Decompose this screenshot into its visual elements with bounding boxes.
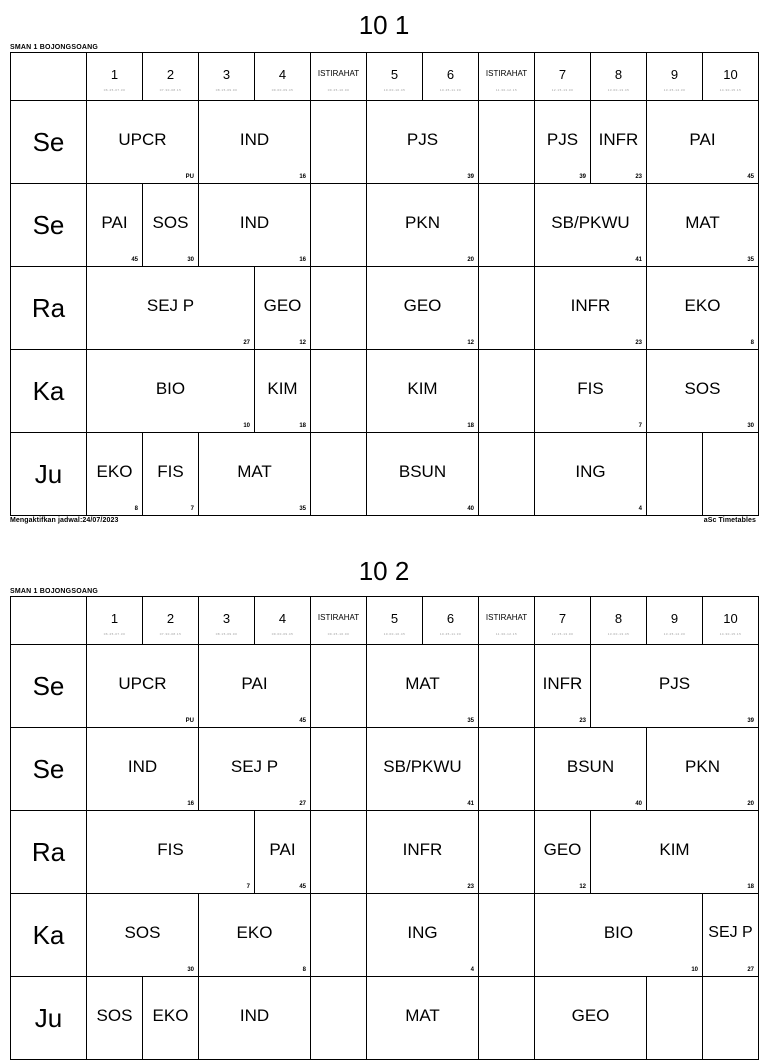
period-header xyxy=(590,596,647,645)
period-time: 06.45-07.30 xyxy=(103,632,126,636)
lesson-room: 45 xyxy=(299,718,306,724)
lesson-cell xyxy=(86,432,143,516)
lesson-room: 18 xyxy=(299,423,306,429)
period-header xyxy=(422,52,479,101)
period-time: 11.30-12.15 xyxy=(495,632,518,636)
period-time: 09.00-09.45 xyxy=(271,632,294,636)
lesson-subject: ING xyxy=(575,461,606,481)
lesson-subject: EKO xyxy=(152,1005,189,1025)
lesson-subject: IND xyxy=(239,212,270,232)
lesson-subject: BSUN xyxy=(398,461,447,481)
lesson-cell xyxy=(254,810,311,894)
lesson-room: 12 xyxy=(467,340,474,346)
day-label: Ka xyxy=(32,376,65,406)
lesson-cell xyxy=(646,266,759,350)
break-cell xyxy=(310,976,367,1060)
lesson-subject: GEO xyxy=(543,839,582,859)
lesson-room: 16 xyxy=(299,174,306,180)
period-header xyxy=(86,596,143,645)
period-header xyxy=(142,52,199,101)
period-header xyxy=(198,52,255,101)
lesson-cell xyxy=(86,349,255,433)
lesson-room: 30 xyxy=(747,423,754,429)
lesson-room: 8 xyxy=(302,967,306,973)
period-header xyxy=(646,52,703,101)
period-time: 07.30-08.15 xyxy=(159,632,182,636)
period-header xyxy=(86,52,143,101)
period-header xyxy=(702,596,759,645)
break-cell xyxy=(310,100,367,184)
lesson-cell xyxy=(534,893,703,977)
period-number: 4 xyxy=(278,67,287,82)
lesson-room: 40 xyxy=(635,801,642,807)
break-cell xyxy=(478,266,535,350)
break-cell xyxy=(478,432,535,516)
lesson-room: 23 xyxy=(579,718,586,724)
lesson-subject: EKO xyxy=(96,461,133,481)
lesson-subject: MAT xyxy=(237,461,272,481)
lesson-room: 39 xyxy=(467,174,474,180)
period-header xyxy=(254,52,311,101)
lesson-subject: PJS xyxy=(658,673,691,693)
empty-cell xyxy=(646,432,703,516)
lesson-room: 20 xyxy=(467,257,474,263)
lesson-cell xyxy=(366,100,479,184)
lesson-cell xyxy=(366,432,479,516)
lesson-subject: FIS xyxy=(157,839,184,859)
lesson-subject: PAI xyxy=(269,839,296,859)
lesson-subject: IND xyxy=(239,1005,270,1025)
break-cell xyxy=(478,349,535,433)
day-label: Ra xyxy=(31,293,66,323)
day-cell xyxy=(10,100,87,184)
lesson-subject: MAT xyxy=(685,212,720,232)
period-time: 13.00-13.45 xyxy=(607,88,630,92)
period-number: 6 xyxy=(446,611,455,626)
lesson-cell xyxy=(366,349,479,433)
footer-brand: aSc Timetables xyxy=(703,517,756,524)
lesson-cell xyxy=(366,266,479,350)
break-cell xyxy=(310,183,367,267)
lesson-cell xyxy=(198,100,311,184)
lesson-room: 23 xyxy=(635,174,642,180)
break-cell xyxy=(478,893,535,977)
period-header xyxy=(366,596,423,645)
day-cell xyxy=(10,183,87,267)
lesson-subject: SB/PKWU xyxy=(383,756,462,776)
lesson-room: 30 xyxy=(187,967,194,973)
lesson-room: 20 xyxy=(747,801,754,807)
lesson-cell xyxy=(86,644,199,728)
period-time: 13.45-14.30 xyxy=(663,88,686,92)
lesson-cell xyxy=(142,432,199,516)
lesson-cell xyxy=(366,810,479,894)
day-cell xyxy=(10,976,87,1060)
lesson-room: 45 xyxy=(299,884,306,890)
day-cell xyxy=(10,432,87,516)
lesson-cell xyxy=(534,644,591,728)
day-cell xyxy=(10,644,87,728)
lesson-subject: PAI xyxy=(101,212,128,232)
break-header xyxy=(478,596,535,645)
period-header xyxy=(590,52,647,101)
period-header xyxy=(534,52,591,101)
break-cell xyxy=(310,644,367,728)
period-number: 10 xyxy=(723,67,738,82)
break-cell xyxy=(478,644,535,728)
lesson-room: 4 xyxy=(470,967,474,973)
lesson-cell xyxy=(646,183,759,267)
period-header xyxy=(422,596,479,645)
lesson-room: 23 xyxy=(635,340,642,346)
day-cell xyxy=(10,266,87,350)
period-number: 3 xyxy=(222,611,231,626)
lesson-cell xyxy=(198,976,311,1060)
lesson-cell xyxy=(534,349,647,433)
period-number: 1 xyxy=(110,67,119,82)
period-time: 10.45-11.30 xyxy=(439,632,462,636)
lesson-subject: GEO xyxy=(403,295,442,315)
lesson-room: 12 xyxy=(579,884,586,890)
empty-cell xyxy=(702,432,759,516)
corner-cell xyxy=(10,596,87,645)
lesson-subject: GEO xyxy=(571,1005,610,1025)
corner-cell xyxy=(10,52,87,101)
lesson-cell xyxy=(198,727,311,811)
break-cell xyxy=(310,349,367,433)
day-label: Se xyxy=(32,210,65,240)
lesson-cell xyxy=(86,183,143,267)
day-cell xyxy=(10,349,87,433)
lesson-room: 7 xyxy=(190,506,194,512)
day-label: Ra xyxy=(31,837,66,867)
lesson-subject: PJS xyxy=(406,129,439,149)
lesson-room: 18 xyxy=(747,884,754,890)
day-label: Se xyxy=(32,671,65,701)
period-number: 6 xyxy=(446,67,455,82)
lesson-subject: INFR xyxy=(598,129,639,149)
lesson-room: PU xyxy=(185,174,194,180)
lesson-cell xyxy=(534,727,647,811)
lesson-cell xyxy=(198,183,311,267)
break-header xyxy=(478,52,535,101)
lesson-room: 4 xyxy=(638,506,642,512)
lesson-subject: PJS xyxy=(546,129,579,149)
lesson-cell xyxy=(534,183,647,267)
empty-cell xyxy=(646,976,703,1060)
lesson-cell xyxy=(86,976,143,1060)
day-label: Ka xyxy=(32,920,65,950)
lesson-room: 41 xyxy=(467,801,474,807)
lesson-subject: PAI xyxy=(689,129,716,149)
period-number: 1 xyxy=(110,611,119,626)
lesson-subject: SEJ P xyxy=(708,924,753,942)
lesson-subject: PKN xyxy=(685,756,720,776)
period-time: 14.30-15.15 xyxy=(719,88,742,92)
period-number: 5 xyxy=(390,611,399,626)
lesson-subject: KIM xyxy=(267,378,298,398)
school-name: SMAN 1 BOJONGSOANG xyxy=(10,44,98,51)
period-time: 13.45-14.30 xyxy=(663,632,686,636)
lesson-cell xyxy=(534,810,591,894)
break-label: ISTIRAHAT xyxy=(485,613,528,622)
period-number: 4 xyxy=(278,611,287,626)
lesson-subject: ING xyxy=(407,922,438,942)
period-number: 9 xyxy=(670,67,679,82)
lesson-cell xyxy=(590,810,759,894)
lesson-cell xyxy=(646,727,759,811)
break-cell xyxy=(478,100,535,184)
lesson-subject: SOS xyxy=(124,922,161,942)
lesson-cell xyxy=(590,644,759,728)
lesson-subject: BSUN xyxy=(566,756,615,776)
lesson-room: 23 xyxy=(467,884,474,890)
lesson-cell xyxy=(86,810,255,894)
lesson-room: 45 xyxy=(747,174,754,180)
footer-generated-date: Mengaktifkan jadwal:24/07/2023 xyxy=(10,517,119,524)
lesson-subject: INFR xyxy=(570,295,611,315)
period-time: 12.15-13.00 xyxy=(551,632,574,636)
period-number: 10 xyxy=(723,611,738,626)
break-header xyxy=(310,52,367,101)
lesson-subject: SEJ P xyxy=(146,295,195,315)
lesson-subject: MAT xyxy=(405,673,440,693)
period-number: 8 xyxy=(614,611,623,626)
day-cell xyxy=(10,810,87,894)
period-time: 09.45-10.00 xyxy=(327,88,350,92)
period-number: 9 xyxy=(670,611,679,626)
break-cell xyxy=(478,183,535,267)
lesson-cell xyxy=(646,349,759,433)
lesson-subject: IND xyxy=(127,756,158,776)
period-time: 09.45-10.00 xyxy=(327,632,350,636)
lesson-subject: SOS xyxy=(152,212,189,232)
period-time: 08.15-09.00 xyxy=(215,88,238,92)
period-header xyxy=(534,596,591,645)
period-header xyxy=(198,596,255,645)
lesson-room: 16 xyxy=(187,801,194,807)
lesson-cell xyxy=(142,976,199,1060)
period-header xyxy=(254,596,311,645)
period-time: 12.15-13.00 xyxy=(551,88,574,92)
period-number: 7 xyxy=(558,611,567,626)
break-cell xyxy=(478,810,535,894)
lesson-cell xyxy=(534,432,647,516)
lesson-room: 40 xyxy=(467,506,474,512)
lesson-cell xyxy=(366,727,479,811)
day-label: Ju xyxy=(34,1003,63,1033)
lesson-cell xyxy=(86,727,199,811)
lesson-room: 18 xyxy=(467,423,474,429)
lesson-subject: INFR xyxy=(542,673,583,693)
break-label: ISTIRAHAT xyxy=(317,69,360,78)
lesson-cell xyxy=(702,893,759,977)
period-header xyxy=(142,596,199,645)
break-cell xyxy=(310,727,367,811)
break-cell xyxy=(310,266,367,350)
lesson-room: 45 xyxy=(131,257,138,263)
lesson-subject: FIS xyxy=(157,461,184,481)
break-label: ISTIRAHAT xyxy=(317,613,360,622)
lesson-subject: PKN xyxy=(405,212,440,232)
lesson-subject: KIM xyxy=(407,378,438,398)
break-label: ISTIRAHAT xyxy=(485,69,528,78)
period-number: 2 xyxy=(166,67,175,82)
day-cell xyxy=(10,893,87,977)
period-number: 3 xyxy=(222,67,231,82)
lesson-room: 27 xyxy=(299,801,306,807)
lesson-room: PU xyxy=(185,718,194,724)
lesson-room: 39 xyxy=(579,174,586,180)
lesson-room: 27 xyxy=(243,340,250,346)
period-header xyxy=(646,596,703,645)
lesson-room: 8 xyxy=(134,506,138,512)
lesson-subject: IND xyxy=(239,129,270,149)
lesson-subject: PAI xyxy=(241,673,268,693)
period-time: 10.45-11.30 xyxy=(439,88,462,92)
break-header xyxy=(310,596,367,645)
break-cell xyxy=(310,432,367,516)
period-number: 2 xyxy=(166,611,175,626)
lesson-room: 12 xyxy=(299,340,306,346)
period-time: 13.00-13.45 xyxy=(607,632,630,636)
break-cell xyxy=(478,727,535,811)
lesson-subject: SB/PKWU xyxy=(551,212,630,232)
break-cell xyxy=(310,893,367,977)
period-number: 5 xyxy=(390,67,399,82)
lesson-subject: EKO xyxy=(236,922,273,942)
empty-cell xyxy=(702,976,759,1060)
lesson-subject: BIO xyxy=(603,922,634,942)
lesson-cell xyxy=(366,976,479,1060)
lesson-cell xyxy=(254,266,311,350)
lesson-cell xyxy=(198,432,311,516)
break-cell xyxy=(478,976,535,1060)
lesson-subject: GEO xyxy=(263,295,302,315)
lesson-cell xyxy=(534,266,647,350)
lesson-cell xyxy=(86,266,255,350)
lesson-cell xyxy=(590,100,647,184)
period-number: 8 xyxy=(614,67,623,82)
lesson-cell xyxy=(366,893,479,977)
lesson-room: 10 xyxy=(243,423,250,429)
lesson-subject: KIM xyxy=(659,839,690,859)
lesson-subject: MAT xyxy=(405,1005,440,1025)
class-title: 10 2 xyxy=(358,556,410,586)
lesson-subject: BIO xyxy=(155,378,186,398)
lesson-room: 27 xyxy=(747,967,754,973)
period-time: 10.00-10.45 xyxy=(383,632,406,636)
break-cell xyxy=(310,810,367,894)
lesson-cell xyxy=(534,976,647,1060)
lesson-cell xyxy=(366,183,479,267)
lesson-room: 30 xyxy=(187,257,194,263)
lesson-cell xyxy=(534,100,591,184)
period-header xyxy=(702,52,759,101)
lesson-cell xyxy=(366,644,479,728)
period-time: 06.45-07.30 xyxy=(103,88,126,92)
period-time: 07.30-08.15 xyxy=(159,88,182,92)
lesson-subject: SEJ P xyxy=(230,756,279,776)
lesson-room: 35 xyxy=(467,718,474,724)
class-title: 10 1 xyxy=(358,10,410,40)
lesson-subject: SOS xyxy=(96,1005,133,1025)
period-time: 09.00-09.45 xyxy=(271,88,294,92)
lesson-subject: INFR xyxy=(402,839,443,859)
day-label: Ju xyxy=(34,459,63,489)
lesson-subject: SOS xyxy=(684,378,721,398)
day-label: Se xyxy=(32,754,65,784)
lesson-cell xyxy=(198,893,311,977)
lesson-room: 10 xyxy=(691,967,698,973)
lesson-subject: FIS xyxy=(577,378,604,398)
lesson-room: 7 xyxy=(246,884,250,890)
lesson-room: 41 xyxy=(635,257,642,263)
lesson-cell xyxy=(86,893,199,977)
lesson-cell xyxy=(142,183,199,267)
lesson-subject: UPCR xyxy=(118,129,167,149)
lesson-room: 39 xyxy=(747,718,754,724)
lesson-room: 8 xyxy=(750,340,754,346)
day-label: Se xyxy=(32,127,65,157)
lesson-cell xyxy=(198,644,311,728)
lesson-room: 35 xyxy=(299,506,306,512)
period-number: 7 xyxy=(558,67,567,82)
lesson-room: 16 xyxy=(299,257,306,263)
period-time: 10.00-10.45 xyxy=(383,88,406,92)
lesson-cell xyxy=(254,349,311,433)
lesson-subject: UPCR xyxy=(118,673,167,693)
period-header xyxy=(366,52,423,101)
school-name: SMAN 1 BOJONGSOANG xyxy=(10,588,98,595)
period-time: 11.30-12.15 xyxy=(495,88,518,92)
period-time: 14.30-15.15 xyxy=(719,632,742,636)
lesson-subject: EKO xyxy=(684,295,721,315)
lesson-cell xyxy=(86,100,199,184)
lesson-room: 7 xyxy=(638,423,642,429)
lesson-room: 35 xyxy=(747,257,754,263)
period-time: 08.15-09.00 xyxy=(215,632,238,636)
day-cell xyxy=(10,727,87,811)
lesson-cell xyxy=(646,100,759,184)
